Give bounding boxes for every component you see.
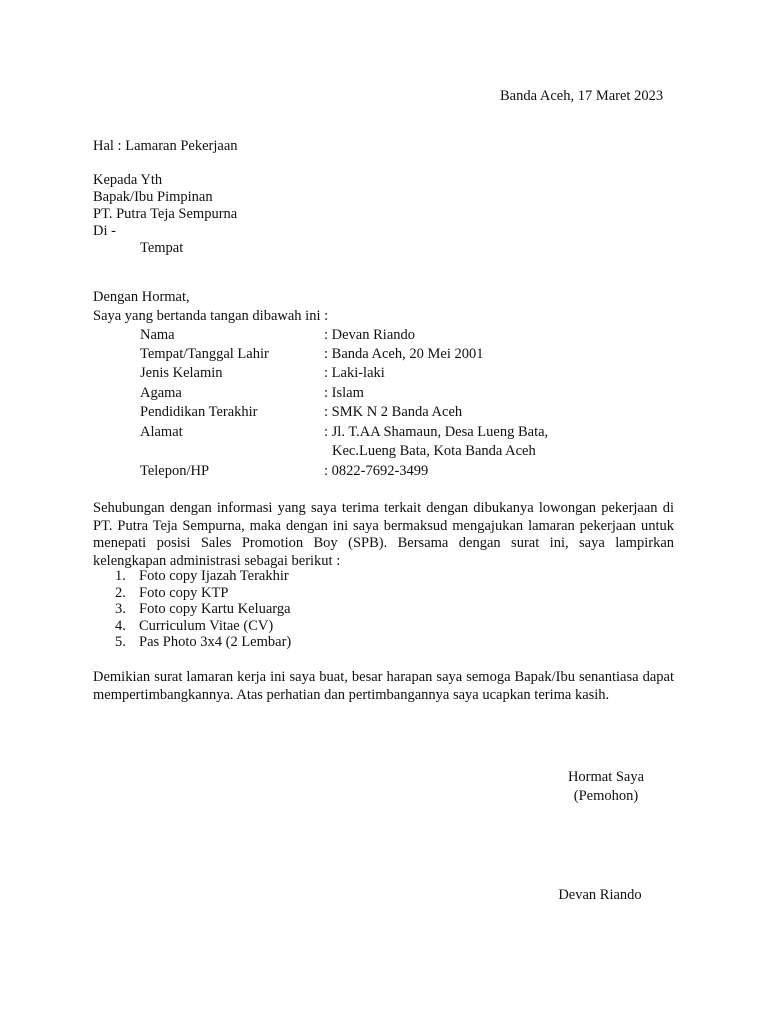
recipient-line-2: Bapak/Ibu Pimpinan [93,189,213,205]
signoff-role: (Pemohon) [573,788,639,804]
list-item-text: Foto copy Ijazah Terakhir [139,568,289,584]
greeting: Dengan Hormat, [93,289,190,305]
attachments-list [93,568,291,651]
signer-name: Devan Riando [558,887,642,903]
identity-value-phone: : 0822-7692-3499 [324,463,429,479]
closing-paragraph: Demikian surat lamaran kerja ini saya buat, besar harapan saya semoga Bapak/Ibu senantiasa dapat mempertimbangkannya. Atas perhatian dan pertimbangannya saya ucapkan terima kasih. [93,669,674,703]
identity-value-address: : Jl. T.AA Shamaun, Desa Lueng Bata, [324,424,549,440]
list-item-number: 5. [115,634,126,650]
list-item-number: 4. [115,617,126,634]
list-item [93,634,291,651]
list-item-text: Foto copy KTP [139,584,229,601]
recipient-line-5: Tempat [140,240,184,256]
identity-label-gender: Jenis Kelamin [140,365,223,381]
identity-label-birth: Tempat/Tanggal Lahir [140,346,269,362]
identity-label-name: Nama [140,327,175,343]
identity-label-education: Pendidikan Terakhir [140,404,258,420]
identity-label-address: Alamat [140,424,183,440]
list-item-number: 3. [115,601,126,617]
identity-value-gender: : Laki-laki [324,365,385,381]
list-item-number: 2. [115,584,126,601]
list-item-text: Curriculum Vitae (CV) [139,617,274,634]
list-item [93,568,291,585]
recipient-line-1: Kepada Yth [93,172,163,188]
list-item-number: 1. [115,568,126,584]
list-item [93,601,291,618]
intro-line: Saya yang bertanda tangan dibawah ini : [93,308,329,324]
list-item [93,585,291,602]
place-date: Banda Aceh, 17 Maret 2023 [500,88,664,104]
identity-value-birth: : Banda Aceh, 20 Mei 2001 [324,346,484,362]
list-item-text: Foto copy Kartu Keluarga [139,601,291,617]
body-paragraph: Sehubungan dengan informasi yang saya terima terkait dengan dibukanya lowongan pekerjaan di PT. Putra Teja Sempurna, maka dengan ini saya bermaksud mengajukan lamaran pekerjaan untuk menepati posisi Sales Promotion Boy (SPB). Bersama dengan surat ini, saya lampirkan kelengkapan administrasi sebagai berikut : [93,500,674,569]
list-item [93,618,291,635]
letter-subject: Hal : Lamaran Pekerjaan [93,138,238,154]
identity-label-phone: Telepon/HP [140,463,210,479]
signoff: Hormat Saya [567,769,645,785]
recipient-line-4: Di - [93,223,116,239]
recipient-line-3: PT. Putra Teja Sempurna [93,206,238,222]
identity-value-religion: : Islam [324,385,364,401]
identity-value-education: : SMK N 2 Banda Aceh [324,404,463,420]
identity-label-religion: Agama [140,385,182,401]
identity-value-name: : Devan Riando [324,327,416,343]
identity-value-address-line-2: Kec.Lueng Bata, Kota Banda Aceh [332,443,536,459]
list-item-text: Pas Photo 3x4 (2 Lembar) [139,634,292,650]
